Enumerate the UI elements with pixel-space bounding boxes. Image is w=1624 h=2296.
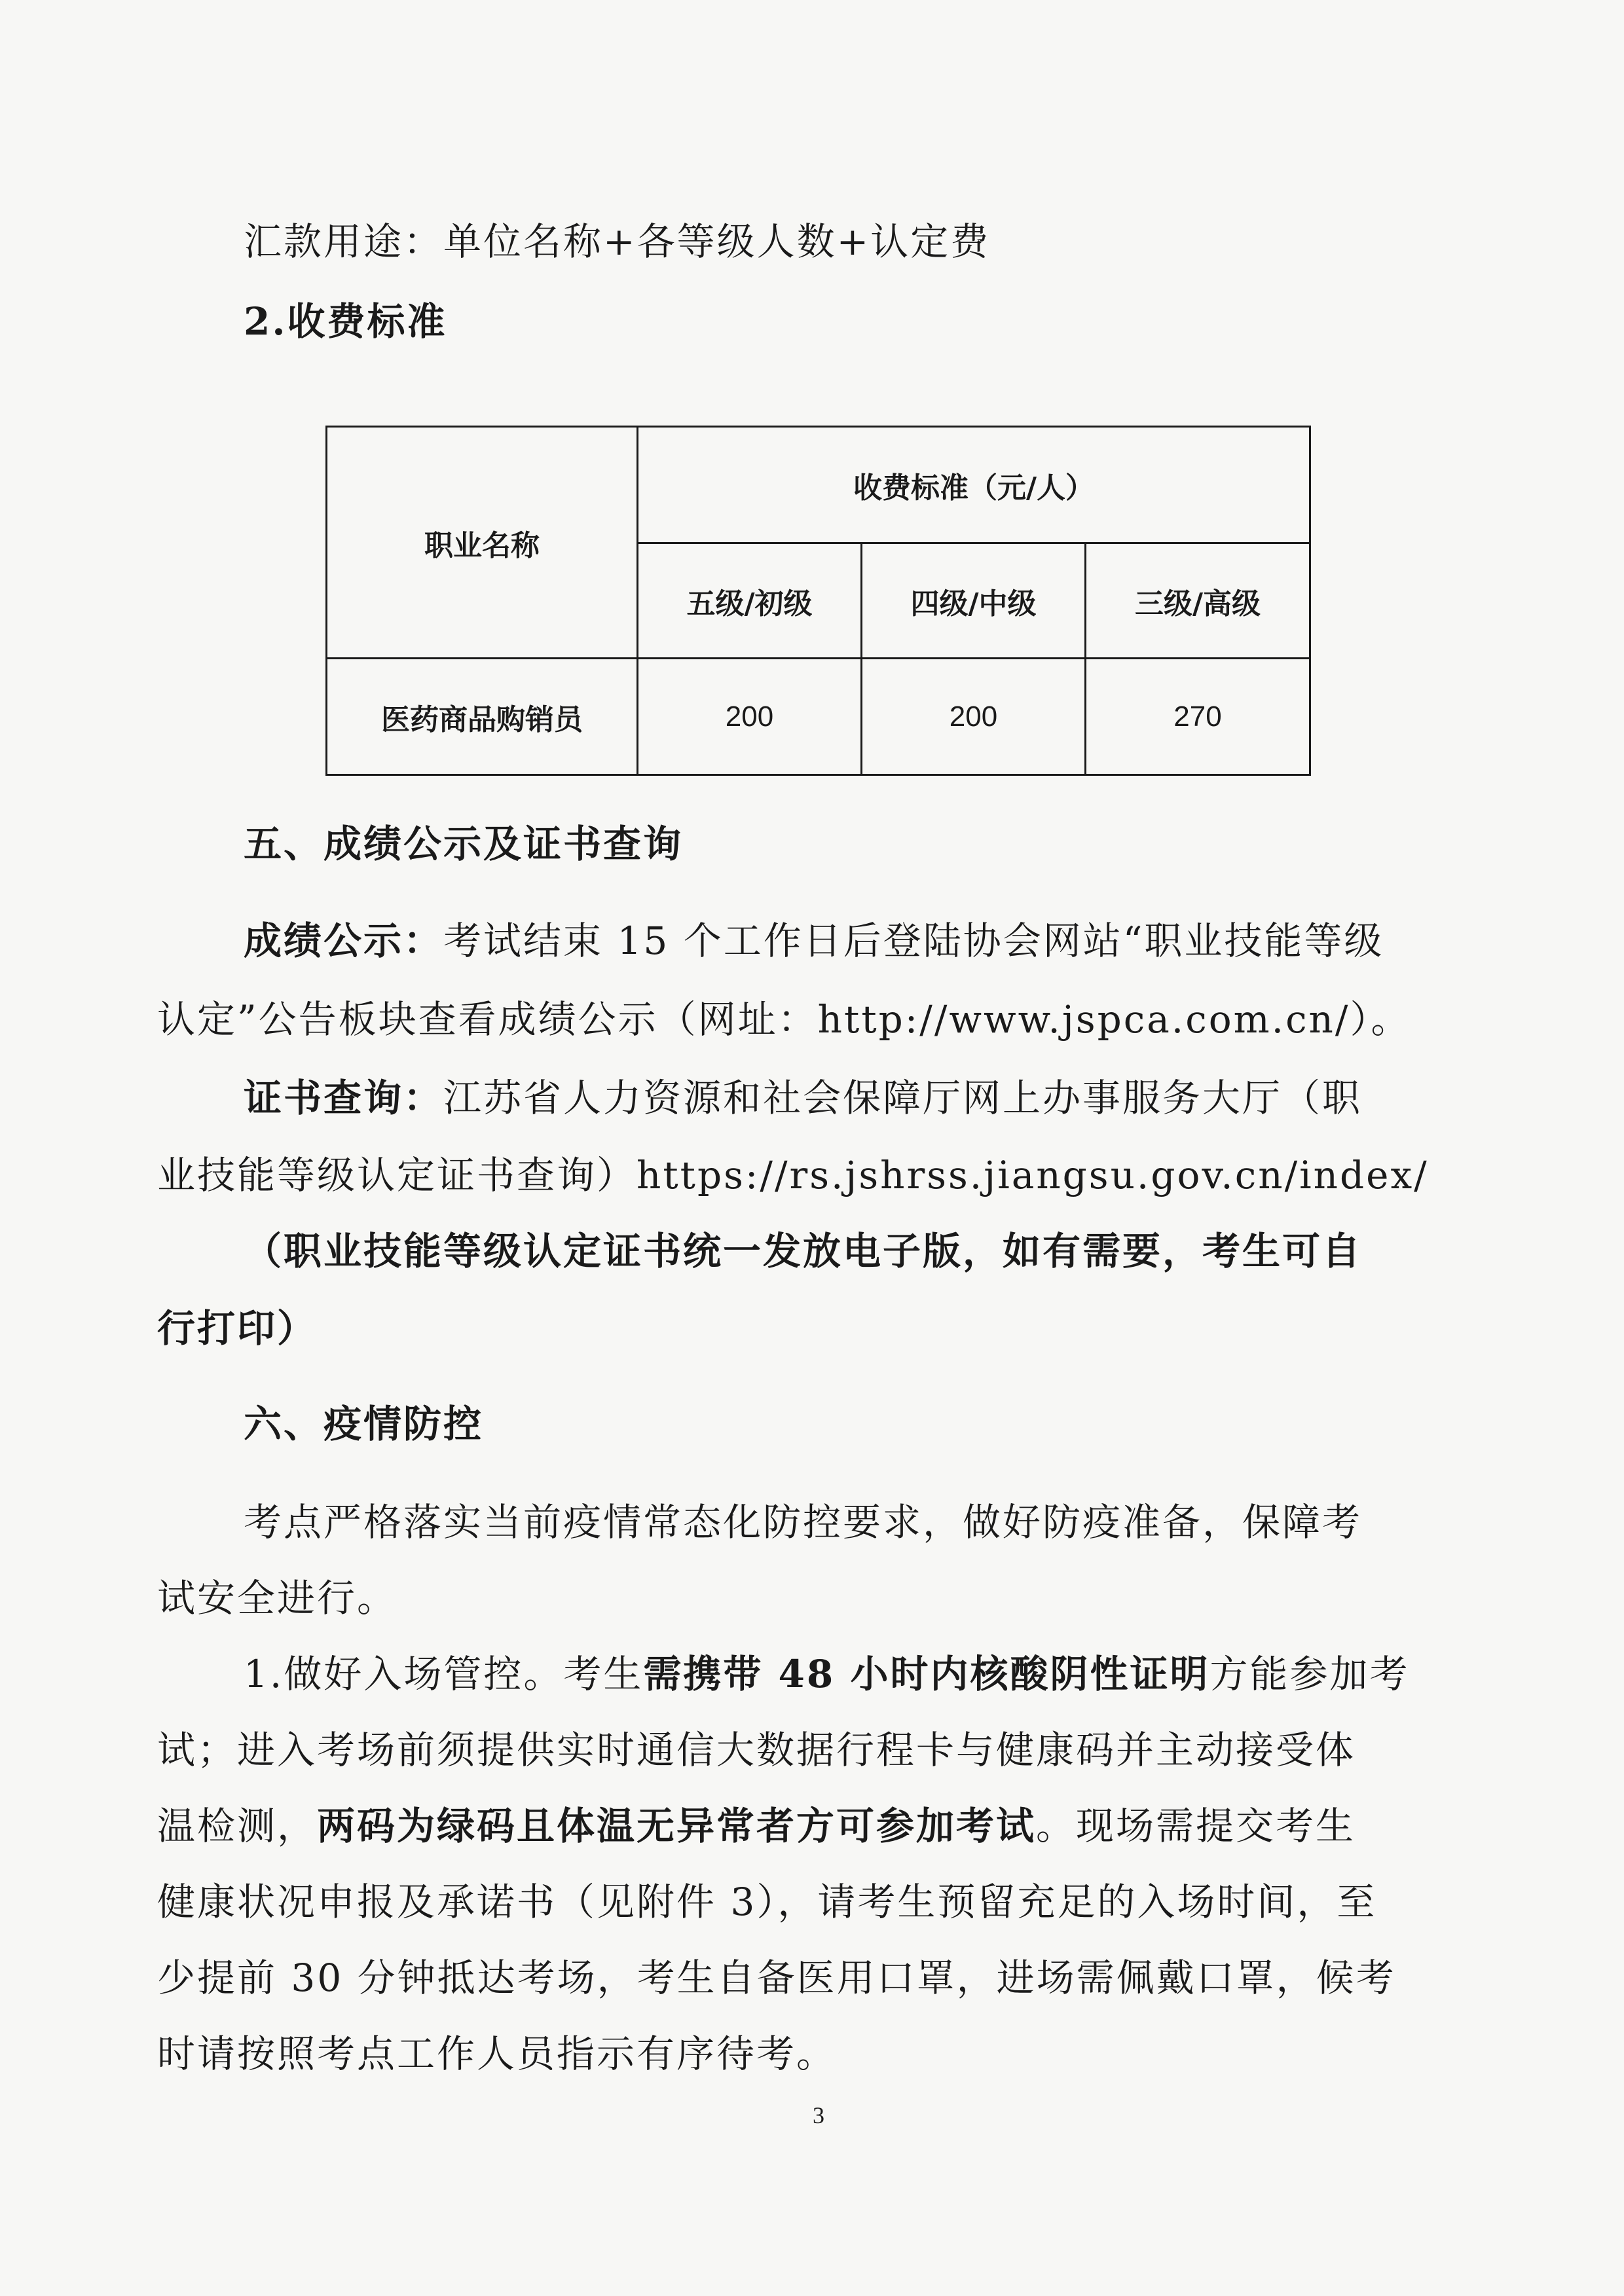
- remit-purpose-line: 汇款用途：单位名称+各等级人数+认定费: [244, 219, 991, 264]
- fee-table: [325, 426, 1311, 776]
- score-publicity-line-1: [244, 919, 1384, 963]
- epidemic-para-1-line-2: 试安全进行。: [157, 1576, 397, 1620]
- epidemic-para-2-line-1: [244, 1652, 1410, 1696]
- cert-query-label: 证书查询：: [244, 1076, 444, 1120]
- submission-text: 。现场需提交考生: [1036, 1804, 1356, 1848]
- fee-standard-heading: 2.收费标准: [244, 299, 447, 344]
- green-code-requirement: 两码为绿码且体温无异常者方可参加考试: [317, 1804, 1037, 1848]
- entry-control-text: 1.做好入场管控。考生: [244, 1652, 644, 1696]
- epidemic-para-2-line-2: 试；进入考场前须提供实时通信大数据行程卡与健康码并主动接受体: [157, 1728, 1356, 1772]
- page-number: 3: [813, 2102, 824, 2128]
- epidemic-para-2-line-4: 健康状况申报及承诺书（见附件 3），请考生预留充足的入场时间，至: [157, 1880, 1377, 1924]
- score-publicity-label: 成绩公示：: [244, 919, 444, 963]
- cert-query-line-1: [244, 1076, 1363, 1120]
- section-5-title: 五、成绩公示及证书查询: [244, 822, 684, 866]
- cell-occupation: 医药商品购销员: [327, 659, 638, 775]
- epidemic-para-2-line-3: [157, 1804, 1356, 1848]
- cert-query-line-2: 业技能等级认定证书查询）https://rs.jshrss.jiangsu.gov.cn/index/: [157, 1153, 1429, 1197]
- header-fee-standard: 收费标准（元/人）: [638, 427, 1310, 543]
- epidemic-para-2-line-6: 时请按照考点工作人员指示有序待考。: [157, 2032, 837, 2076]
- epidemic-para-2-line-5: 少提前 30 分钟抵达考场，考生自备医用口罩，进场需佩戴口罩，候考: [157, 1956, 1396, 2000]
- cell-fee-level-3: 270: [1086, 659, 1310, 775]
- temperature-check-text: 温检测，: [157, 1804, 318, 1848]
- header-occupation: 职业名称: [327, 427, 638, 659]
- cell-fee-level-4: 200: [862, 659, 1086, 775]
- score-publicity-line-2: 认定”公告板块查看成绩公示（网址：http://www.jspca.com.cn/）。: [157, 997, 1411, 1042]
- header-level-4: 四级/中级: [862, 543, 1086, 659]
- entry-control-text-cont: 方能参加考: [1209, 1652, 1410, 1696]
- table-row: [327, 659, 1310, 775]
- cell-fee-level-5: 200: [638, 659, 862, 775]
- score-publicity-text: 考试结束 15 个工作日后登陆协会网站“职业技能等级: [443, 919, 1384, 963]
- header-level-3: 三级/高级: [1086, 543, 1310, 659]
- cert-query-text: 江苏省人力资源和社会保障厅网上办事服务大厅（职: [443, 1076, 1363, 1120]
- cert-note-line-2: 行打印）: [157, 1306, 318, 1351]
- header-level-5: 五级/初级: [638, 543, 862, 659]
- cert-note-line-1: （职业技能等级认定证书统一发放电子版，如有需要，考生可自: [244, 1229, 1363, 1273]
- nucleic-acid-requirement: 需携带 48 小时内核酸阴性证明: [643, 1652, 1210, 1696]
- epidemic-para-1-line-1: 考点严格落实当前疫情常态化防控要求，做好防疫准备，保障考: [244, 1500, 1363, 1544]
- section-6-title: 六、疫情防控: [244, 1402, 484, 1446]
